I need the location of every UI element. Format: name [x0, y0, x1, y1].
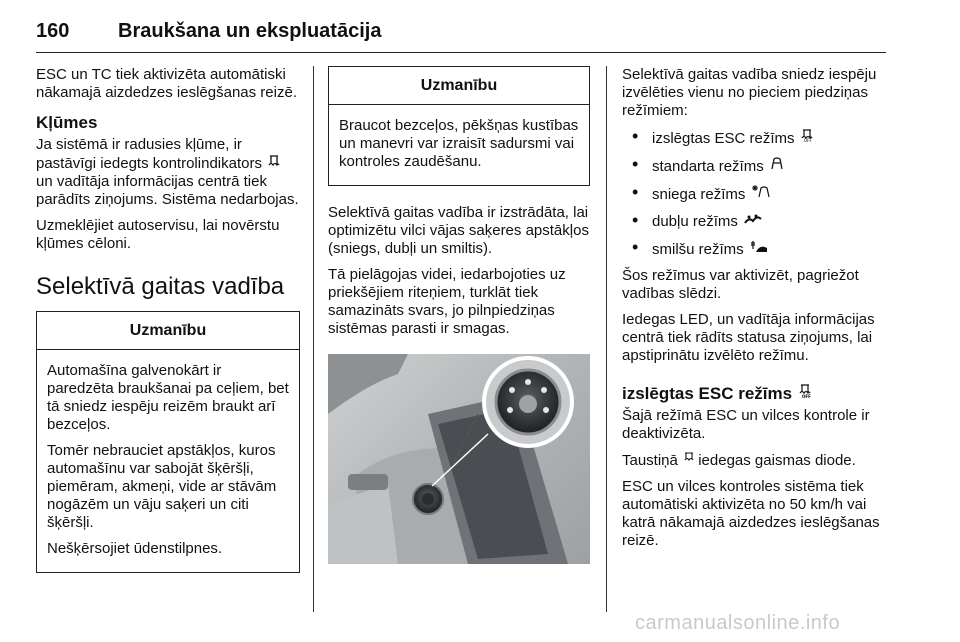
- esc-off-icon: [801, 128, 813, 147]
- column-divider-1: [313, 66, 314, 612]
- caution-paragraph-1: Automašīna galvenokārt ir paredzēta braukšanai pa ceļiem, bet tā sniedz iespēju reizēm braukt arī bezceļos.: [47, 362, 289, 433]
- caution-paragraph-2: Tomēr nebrauciet apstākļos, kuros automašīnu var sabojāt šķēršļi, piemēram, akmeņi, vide ar stāvām nogāzēm un vāju saķeri un citi šķēršļi.: [47, 442, 277, 531]
- page-title: Braukšana un ekspluatācija: [118, 20, 382, 42]
- svg-text:OFF: OFF: [803, 138, 812, 142]
- button-led-info: Taustiņā iedegas gaismas diode.: [622, 452, 856, 469]
- esc-warning-icon: [268, 154, 280, 172]
- caution-title: Uzmanību: [37, 312, 299, 350]
- faults-paragraph-1: Ja sistēmā ir radusies kļūme, ir pastāvīgi iedegts kontrolindikators un vadītāja informācijas centrā tiek parādīts ziņojums. Sistēma nedarbojas.: [36, 136, 299, 208]
- intro-paragraph: ESC un TC tiek aktivizēta automātiski nākamajā aizdedzes ieslēgšanas reizē.: [36, 66, 297, 101]
- list-item: • dubļu režīms: [622, 212, 888, 231]
- mud-mode-icon: [744, 212, 762, 230]
- drive-mode-selector-photo: [328, 354, 590, 564]
- watermark: carmanualsonline.info: [635, 612, 841, 634]
- modes-activation: Šos režīmus var aktivizēt, pagriežot vadības slēdzi.: [622, 267, 859, 302]
- standard-mode-icon: [770, 156, 784, 175]
- list-item: • smilšu režīms: [622, 239, 888, 259]
- sand-mode-icon: [750, 239, 768, 258]
- list-item: • sniega režīms: [622, 184, 888, 204]
- page-header: [36, 8, 886, 53]
- section-heading: Selektīvā gaitas vadība: [36, 273, 285, 300]
- column-divider-2: [606, 66, 607, 612]
- page-number: 160: [36, 20, 70, 42]
- column-1: [36, 66, 300, 585]
- column-2: [328, 66, 590, 564]
- caution-box-2: [328, 66, 590, 186]
- esc-off-icon: [684, 451, 694, 469]
- faults-heading: Kļūmes: [36, 113, 98, 132]
- caution-paragraph-3: Nešķērsojiet ūdenstilpnes.: [47, 540, 223, 557]
- esc-off-icon: [799, 383, 811, 403]
- list-item: • izslēgtas ESC režīms OFF: [622, 128, 888, 148]
- faults-paragraph-2: Uzmeklējiet autoservisu, lai novērstu kļūmes cēloni.: [36, 217, 280, 252]
- modes-intro: Selektīvā gaitas vadība sniedz iespēju izvēlēties vienu no pieciem piedziņas režīmiem:: [622, 66, 877, 119]
- description-paragraph-1: Selektīvā gaitas vadība ir izstrādāta, lai optimizētu vilci vājas saķeres apstākļos (sniegs, dubļi un smiltis).: [328, 204, 589, 257]
- auto-reactivation: ESC un vilces kontroles sistēma tiek automātiski aktivizēta no 50 km/h vai katrā nākamajā aizdedzes ieslēgšanas reizē.: [622, 478, 880, 549]
- snow-mode-icon: [752, 184, 770, 203]
- caution-paragraph: Braucot bezceļos, pēkšņas kustības un manevri var izraisīt sadursmi vai kontroles zaudēšanu.: [339, 117, 579, 170]
- drive-modes-list: [622, 128, 888, 259]
- svg-text:OFF: OFF: [801, 394, 811, 398]
- list-item: • standarta režīms: [622, 156, 888, 176]
- description-paragraph-2: Tā pielāgojas videi, iedarbojoties uz priekšējiem riteņiem, turklāt tiek samazināts svars, jo pilnpiedziņas sistēmas parasti ir smagas.: [328, 266, 566, 337]
- led-info: Iedegas LED, un vadītāja informācijas centrā tiek rādīts statusa ziņojums, lai apstiprinātu izvēlēto režīmu.: [622, 311, 875, 364]
- caution-box-1: [36, 311, 300, 573]
- esc-off-heading: izslēgtas ESC režīms OFF: [622, 384, 811, 403]
- column-3: [622, 66, 888, 558]
- esc-off-description: Šajā režīmā ESC un vilces kontrole ir deaktivizēta.: [622, 407, 870, 442]
- caution-title: Uzmanību: [329, 67, 589, 105]
